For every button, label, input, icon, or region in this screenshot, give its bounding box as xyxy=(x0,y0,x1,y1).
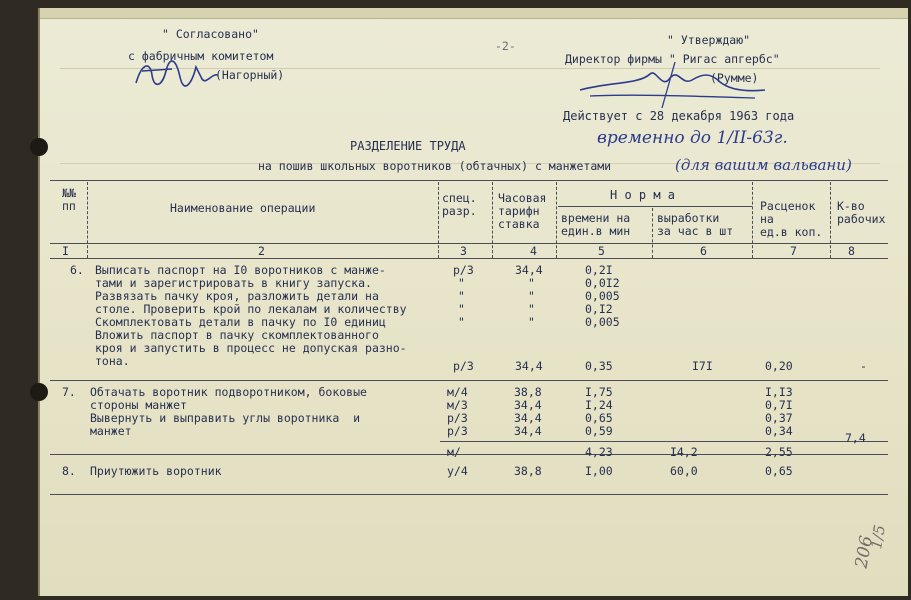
row6-time: 0,005 xyxy=(585,289,620,303)
row6-op-line: столе. Проверить крой по лекалам и количеству xyxy=(95,302,407,316)
row7-time: 0,65 xyxy=(585,411,613,425)
row6-rate: " xyxy=(528,315,535,329)
punch-hole xyxy=(30,138,48,156)
colnum-2: 2 xyxy=(258,244,265,258)
row7-op-line: манжет xyxy=(90,424,132,438)
signature-right xyxy=(570,60,770,110)
header-num: №№ пп xyxy=(62,186,76,213)
row6-total-time: 0,35 xyxy=(585,359,613,373)
row7-op-line: Вывернуть и выправить углы воротника и xyxy=(90,411,361,425)
colnum-7: 7 xyxy=(790,244,797,258)
effective-date: Действует с 28 декабря 1963 года xyxy=(563,109,795,123)
row7-op-line: стороны манжет xyxy=(90,398,187,412)
table-top-rule xyxy=(50,180,888,181)
row8-price: 0,65 xyxy=(765,464,793,478)
row6-op-line: Развязать пачку кроя, разложить детали на xyxy=(95,289,379,303)
pencil-fraction: 1/5 xyxy=(867,523,890,551)
row7-price: 0,37 xyxy=(765,411,793,425)
row8-operation: Приутюжить воротник xyxy=(90,464,222,478)
row6-grade: " xyxy=(458,276,465,290)
colnum-4: 4 xyxy=(530,244,537,258)
table-colnum-rule xyxy=(50,258,888,259)
row6-total-grade: р/3 xyxy=(453,359,474,373)
row7-total-time: 4,23 xyxy=(585,445,613,459)
row7-price: 0,7I xyxy=(765,398,793,412)
header-operation: Наименование операции xyxy=(170,201,316,215)
row6-op-line: кроя и запустить в процесс не допуская разно- xyxy=(95,341,407,355)
subtotal-rule xyxy=(440,441,888,442)
row7-time: I,75 xyxy=(585,385,613,399)
row7-num: 7. xyxy=(62,385,76,399)
row6-num: 6. xyxy=(70,263,84,277)
row-divider xyxy=(50,454,888,455)
header-grade: спец. разр. xyxy=(442,191,477,218)
subtitle-handwritten: (для вашим вальвани) xyxy=(675,156,852,174)
row7-op-line: Обтачать воротник подворотником, боковые xyxy=(90,385,367,399)
colnum-3: 3 xyxy=(460,244,467,258)
column-separator xyxy=(752,182,753,258)
row8-rate: 38,8 xyxy=(514,464,542,478)
row7-grade: р/3 xyxy=(447,424,468,438)
row7-rate: 34,4 xyxy=(514,424,542,438)
row6-rate: 34,4 xyxy=(515,263,543,277)
approval-left-line: с фабричным комитетом xyxy=(128,49,274,63)
row8-output: 60,0 xyxy=(670,464,698,478)
column-separator xyxy=(87,182,88,258)
table-bottom-rule xyxy=(50,494,888,495)
norm-subheader-rule xyxy=(558,206,752,207)
row6-grade: р/3 xyxy=(453,263,474,277)
approval-right-line: Директор фирмы " Ригас апгербс" xyxy=(565,52,780,66)
row7-total-grade: м/ xyxy=(447,445,461,459)
row6-time: 0,0I2 xyxy=(585,276,620,290)
document-subtitle: на пошив школьных воротников (обтачных) с манжетами xyxy=(258,159,612,173)
row7-rate: 38,8 xyxy=(514,385,542,399)
row8-time: I,00 xyxy=(585,464,613,478)
row6-rate: " xyxy=(528,302,535,316)
row6-time: 0,005 xyxy=(585,315,620,329)
header-norm: Н о р м а xyxy=(610,188,676,202)
punch-hole xyxy=(30,383,48,401)
column-separator xyxy=(652,208,653,258)
header-price: Расценок на ед.в коп. xyxy=(760,199,823,239)
approval-right-title: " Утверждаю" xyxy=(667,33,751,47)
row6-total-price: 0,20 xyxy=(765,359,793,373)
row7-price: 0,34 xyxy=(765,424,793,438)
colnum-1: I xyxy=(62,244,69,258)
row6-rate: " xyxy=(528,289,535,303)
row6-total-output: I7I xyxy=(692,359,713,373)
row7-total-price: 2,55 xyxy=(765,445,793,459)
signature-left xyxy=(132,53,222,93)
colnum-8: 8 xyxy=(848,244,855,258)
pencil-number: 206 xyxy=(851,534,877,570)
row7-total-output: I4,2 xyxy=(670,445,698,459)
top-strip xyxy=(40,8,908,19)
header-time: времени на един.в мин xyxy=(561,211,631,238)
page-number: -2- xyxy=(495,39,516,53)
row-divider xyxy=(50,380,888,381)
header-workers: К-во рабочих xyxy=(837,199,886,226)
row7-workers: 7,4 xyxy=(845,431,866,445)
row7-price: I,I3 xyxy=(765,385,793,399)
colnum-5: 5 xyxy=(598,244,605,258)
row8-grade: у/4 xyxy=(447,464,468,478)
row6-op-line: Выписать паспорт на I0 воротников с манже- xyxy=(95,263,386,277)
row7-grade: м/4 xyxy=(447,385,468,399)
row6-grade: " xyxy=(458,289,465,303)
row6-op-line: тами и зарегистрировать в книгу запуска. xyxy=(95,276,372,290)
document-title: РАЗДЕЛЕНИЕ ТРУДА xyxy=(350,139,466,153)
column-separator xyxy=(830,182,831,258)
column-separator xyxy=(556,182,557,258)
table-header-rule xyxy=(50,243,888,244)
row6-grade: " xyxy=(458,302,465,316)
row7-time: 0,59 xyxy=(585,424,613,438)
row6-rate: " xyxy=(528,276,535,290)
row6-op-line: Скомплектовать детали в пачку по I0 единиц xyxy=(95,315,386,329)
row7-grade: м/3 xyxy=(447,398,468,412)
row6-op-line: тона. xyxy=(95,354,130,368)
approval-right-name: (Румме) xyxy=(710,71,759,85)
row6-total-rate: 34,4 xyxy=(515,359,543,373)
row6-time: 0,I2 xyxy=(585,302,613,316)
column-separator xyxy=(438,182,439,258)
header-output: выработки за час в шт xyxy=(657,211,734,238)
row7-rate: 34,4 xyxy=(514,411,542,425)
row7-grade: р/3 xyxy=(447,411,468,425)
row6-total-workers: - xyxy=(860,359,867,373)
column-separator xyxy=(492,182,493,258)
row7-time: I,24 xyxy=(585,398,613,412)
row6-op-line: Вложить паспорт в пачку скомплектованного xyxy=(95,328,379,342)
row6-grade: " xyxy=(458,315,465,329)
approval-left-title: " Согласовано" xyxy=(162,27,259,41)
row6-time: 0,2I xyxy=(585,263,613,277)
colnum-6: 6 xyxy=(700,244,707,258)
document-page xyxy=(38,8,908,596)
row8-num: 8. xyxy=(62,464,76,478)
header-rate: Часовая тарифн ставка xyxy=(498,191,547,231)
row7-rate: 34,4 xyxy=(514,398,542,412)
approval-left-name: (Нагорный) xyxy=(215,68,285,82)
handwritten-temporary: временно до 1/II-63г. xyxy=(597,128,788,148)
